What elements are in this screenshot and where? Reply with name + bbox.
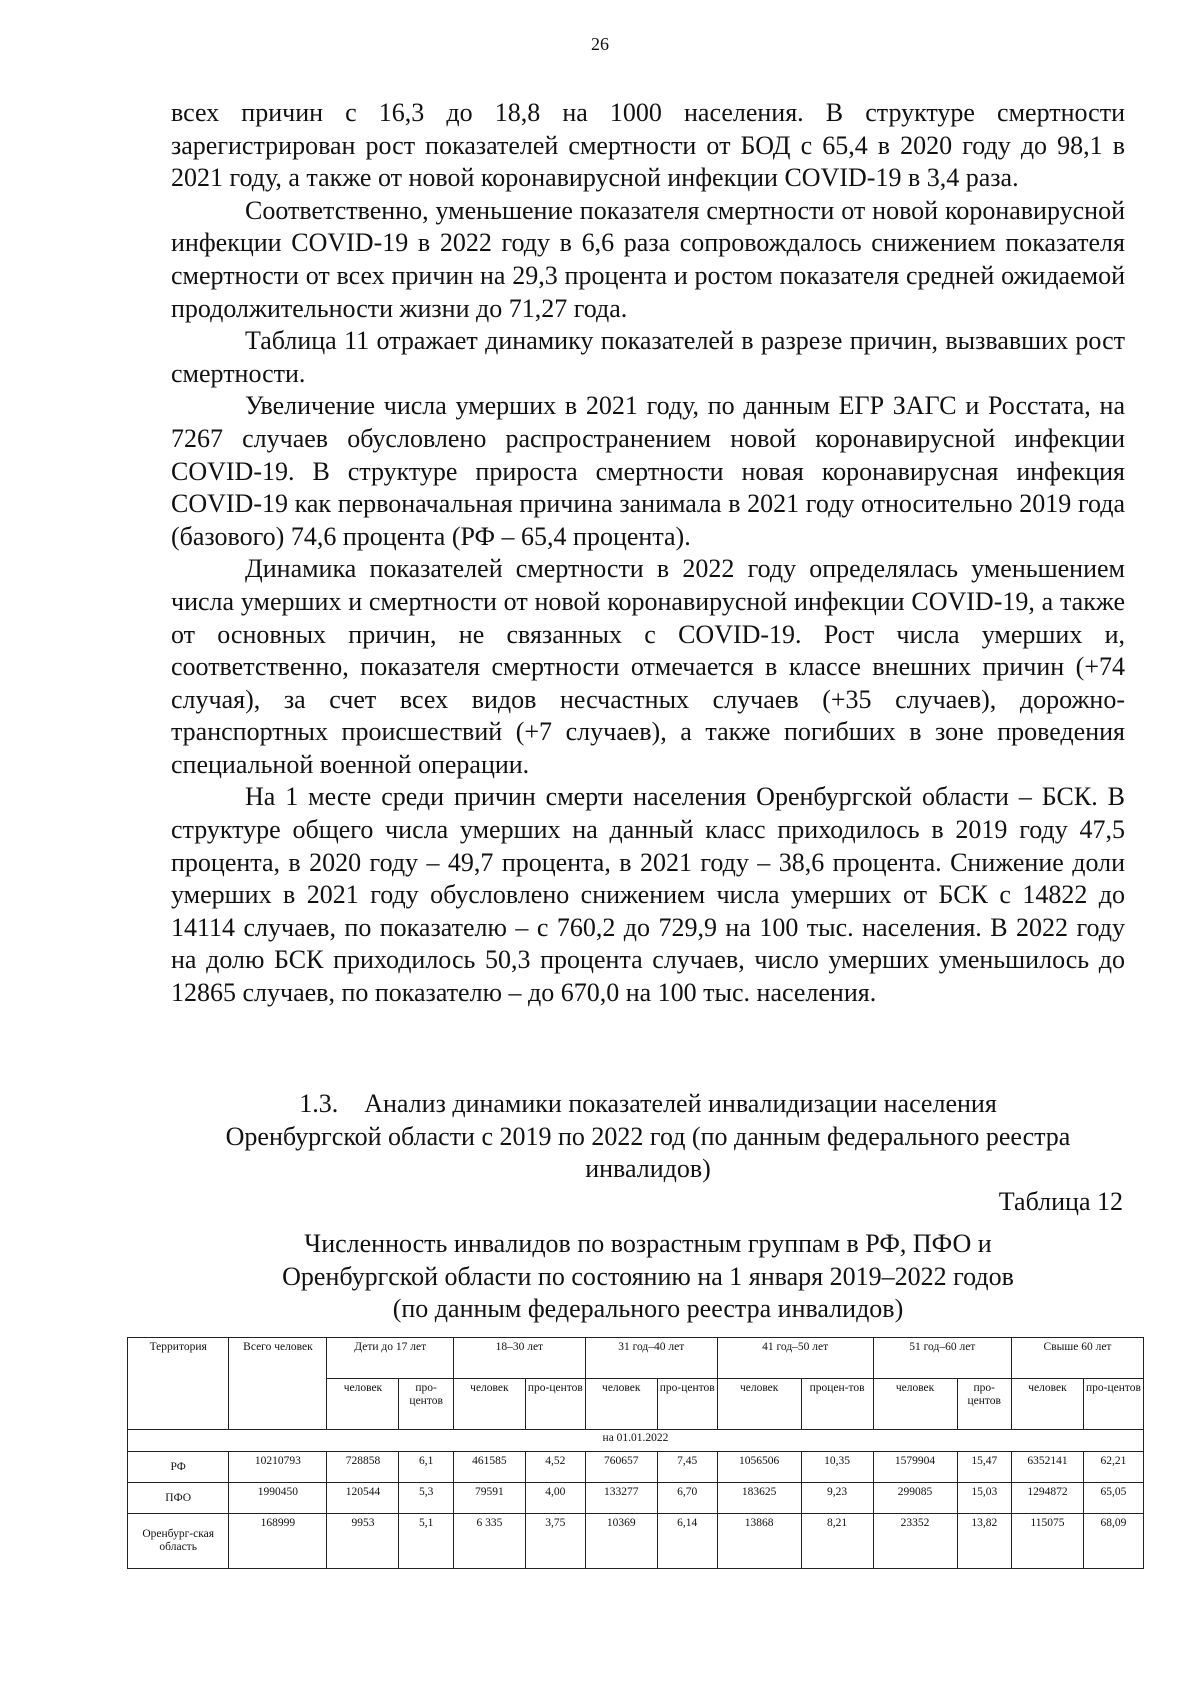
header-cell: человек: [453, 1379, 525, 1430]
table-cell: 133277: [585, 1483, 657, 1514]
table-row: [128, 1483, 1144, 1514]
table-cell: 1056506: [717, 1452, 801, 1483]
header-cell: Дети до 17 лет: [327, 1338, 453, 1379]
table-title-line: (по данным федерального реестра инвалидов): [392, 1294, 904, 1324]
table-cell: 6,14: [657, 1514, 717, 1569]
header-cell: человек: [585, 1379, 657, 1430]
page-number: 26: [591, 34, 609, 54]
section-heading-line: 1.3. Анализ динамики показателей инвалидизации населения: [299, 1089, 997, 1118]
paragraph: Увеличение числа умерших в 2021 году, по данным ЕГР ЗАГС и Росстата, на 7267 случаев обусловлено распространением новой коронавирусной инфекции COVID-19. В структуре прироста смертности новая коронавирусная инфекция COVID-19 как первоначальная причина занимала в 2021 году относительно 2019 года (базового) 74,6 процента (РФ – 65,4 процента).: [171, 391, 1125, 551]
paragraph: На 1 месте среди причин смерти населения Оренбургской области – БСК. В структуре общего числа умерших на данный класс приходилось в 2019 году 47,5 процента, в 2020 году – 49,7 процента, в 2021 году – 38,6 процента. Снижение доли умерших в 2021 году обусловлено снижением числа умерших от БСК с 14822 до 14114 случаев, по показателю – с 760,2 до 729,9 на 100 тыс. населения. В 2022 году на долю БСК приходилось 50,3 процента случаев, число умерших уменьшилось до 12865 случаев, по показателю – до 670,0 на 100 тыс. населения.: [171, 782, 1125, 1008]
table-cell: 9,23: [801, 1483, 873, 1514]
section-heading-line: Оренбургской области с 2019 по 2022 год (по данным федерального реестра: [225, 1121, 1071, 1151]
disability-table: [127, 1337, 1144, 1569]
table-cell: 15,47: [957, 1452, 1012, 1483]
header-cell: про-центов: [657, 1379, 717, 1430]
header-cell: человек: [1012, 1379, 1084, 1430]
body-text: [171, 97, 1125, 1010]
table-cell: 183625: [717, 1483, 801, 1514]
section-heading: [171, 1088, 1125, 1186]
header-cell: человек: [717, 1379, 801, 1430]
paragraph: Динамика показателей смертности в 2022 году определялась уменьшением числа умерших и смертности от новой коронавирусной инфекции COVID-19, а также от основных причин, не связанных с COVID-19. Рост числа умерших и, соответственно, показателя смертности отмечается в классе внешних причин (+74 случая), за счет всех видов несчастных случаев (+35 случаев), дорожно-транспортных происшествий (+7 случаев), а также погибших в зоне проведения специальной военной операции.: [171, 554, 1125, 779]
table-title-line: Численность инвалидов по возрастным группам в РФ, ПФО и: [304, 1229, 992, 1258]
header-cell: Всего человек: [229, 1338, 327, 1430]
table-title-line: Оренбургской области по состоянию на 1 января 2019–2022 годов: [282, 1261, 1014, 1291]
table-cell: 168999: [229, 1514, 327, 1569]
table-cell: 5,3: [399, 1483, 454, 1514]
territory-cell: РФ: [128, 1452, 229, 1483]
table-cell: 6,70: [657, 1483, 717, 1514]
header-cell: про-центов: [399, 1379, 454, 1430]
table-header-row: [128, 1338, 1144, 1379]
table-cell: 10210793: [229, 1452, 327, 1483]
table-cell: 6 335: [453, 1514, 525, 1569]
header-cell: Территория: [128, 1338, 229, 1430]
table-label: Таблица 12: [998, 1187, 1123, 1216]
table-cell: 65,05: [1083, 1483, 1143, 1514]
table-cell: 6352141: [1012, 1452, 1084, 1483]
table-cell: 4,00: [525, 1483, 585, 1514]
table-cell: 7,45: [657, 1452, 717, 1483]
header-cell: 31 год–40 лет: [585, 1338, 717, 1379]
table-cell: 1294872: [1012, 1483, 1084, 1514]
table-cell: 23352: [873, 1514, 957, 1569]
header-cell: 41 год–50 лет: [717, 1338, 873, 1379]
territory-cell: Оренбург-ская область: [128, 1514, 229, 1569]
header-cell: Свыше 60 лет: [1012, 1338, 1144, 1379]
table-cell: 68,09: [1083, 1514, 1143, 1569]
territory-cell: ПФО: [128, 1483, 229, 1514]
header-cell: про-центов: [1083, 1379, 1143, 1430]
table-cell: 461585: [453, 1452, 525, 1483]
table-cell: 79591: [453, 1483, 525, 1514]
table-cell: 120544: [327, 1483, 399, 1514]
table-cell: 1579904: [873, 1452, 957, 1483]
table-date-row: [128, 1430, 1144, 1452]
paragraph: Соответственно, уменьшение показателя смертности от новой коронавирусной инфекции COVID-19 в 2022 году в 6,6 раза сопровождалось снижением показателя смертности от всех причин на 29,3 процента и ростом показателя средней ожидаемой продолжительности жизни до 71,27 года.: [171, 195, 1125, 323]
header-cell: 51 год–60 лет: [873, 1338, 1011, 1379]
table-cell: 15,03: [957, 1483, 1012, 1514]
table-row: [128, 1514, 1144, 1569]
table-cell: 62,21: [1083, 1452, 1143, 1483]
table-cell: 6,1: [399, 1452, 454, 1483]
table-cell: 4,52: [525, 1452, 585, 1483]
table-cell: 8,21: [801, 1514, 873, 1569]
table-cell: 9953: [327, 1514, 399, 1569]
date-cell: на 01.01.2022: [128, 1430, 1144, 1452]
table-cell: 3,75: [525, 1514, 585, 1569]
table-cell: 115075: [1012, 1514, 1084, 1569]
table-cell: 13868: [717, 1514, 801, 1569]
header-cell: человек: [873, 1379, 957, 1430]
table-cell: 760657: [585, 1452, 657, 1483]
table-cell: 1990450: [229, 1483, 327, 1514]
paragraph: Таблица 11 отражает динамику показателей в разрезе причин, вызвавших рост смертности.: [171, 326, 1125, 388]
table-cell: 5,1: [399, 1514, 454, 1569]
table-cell: 10,35: [801, 1452, 873, 1483]
section-heading-line: инвалидов): [585, 1154, 711, 1184]
table-cell: 728858: [327, 1452, 399, 1483]
header-cell: процен-тов: [801, 1379, 873, 1430]
table-cell: 299085: [873, 1483, 957, 1514]
paragraph: всех причин с 16,3 до 18,8 на 1000 населения. В структуре смертности зарегистрирован рост показателей смертности от БОД с 65,4 в 2020 году до 98,1 в 2021 году, а также от новой коронавирусной инфекции COVID-19 в 3,4 раза.: [171, 98, 1125, 193]
header-cell: про-центов: [957, 1379, 1012, 1430]
header-cell: человек: [327, 1379, 399, 1430]
header-cell: про-центов: [525, 1379, 585, 1430]
table-cell: 10369: [585, 1514, 657, 1569]
table-title: [171, 1228, 1125, 1326]
table-row: [128, 1452, 1144, 1483]
header-cell: 18–30 лет: [453, 1338, 585, 1379]
table-cell: 13,82: [957, 1514, 1012, 1569]
